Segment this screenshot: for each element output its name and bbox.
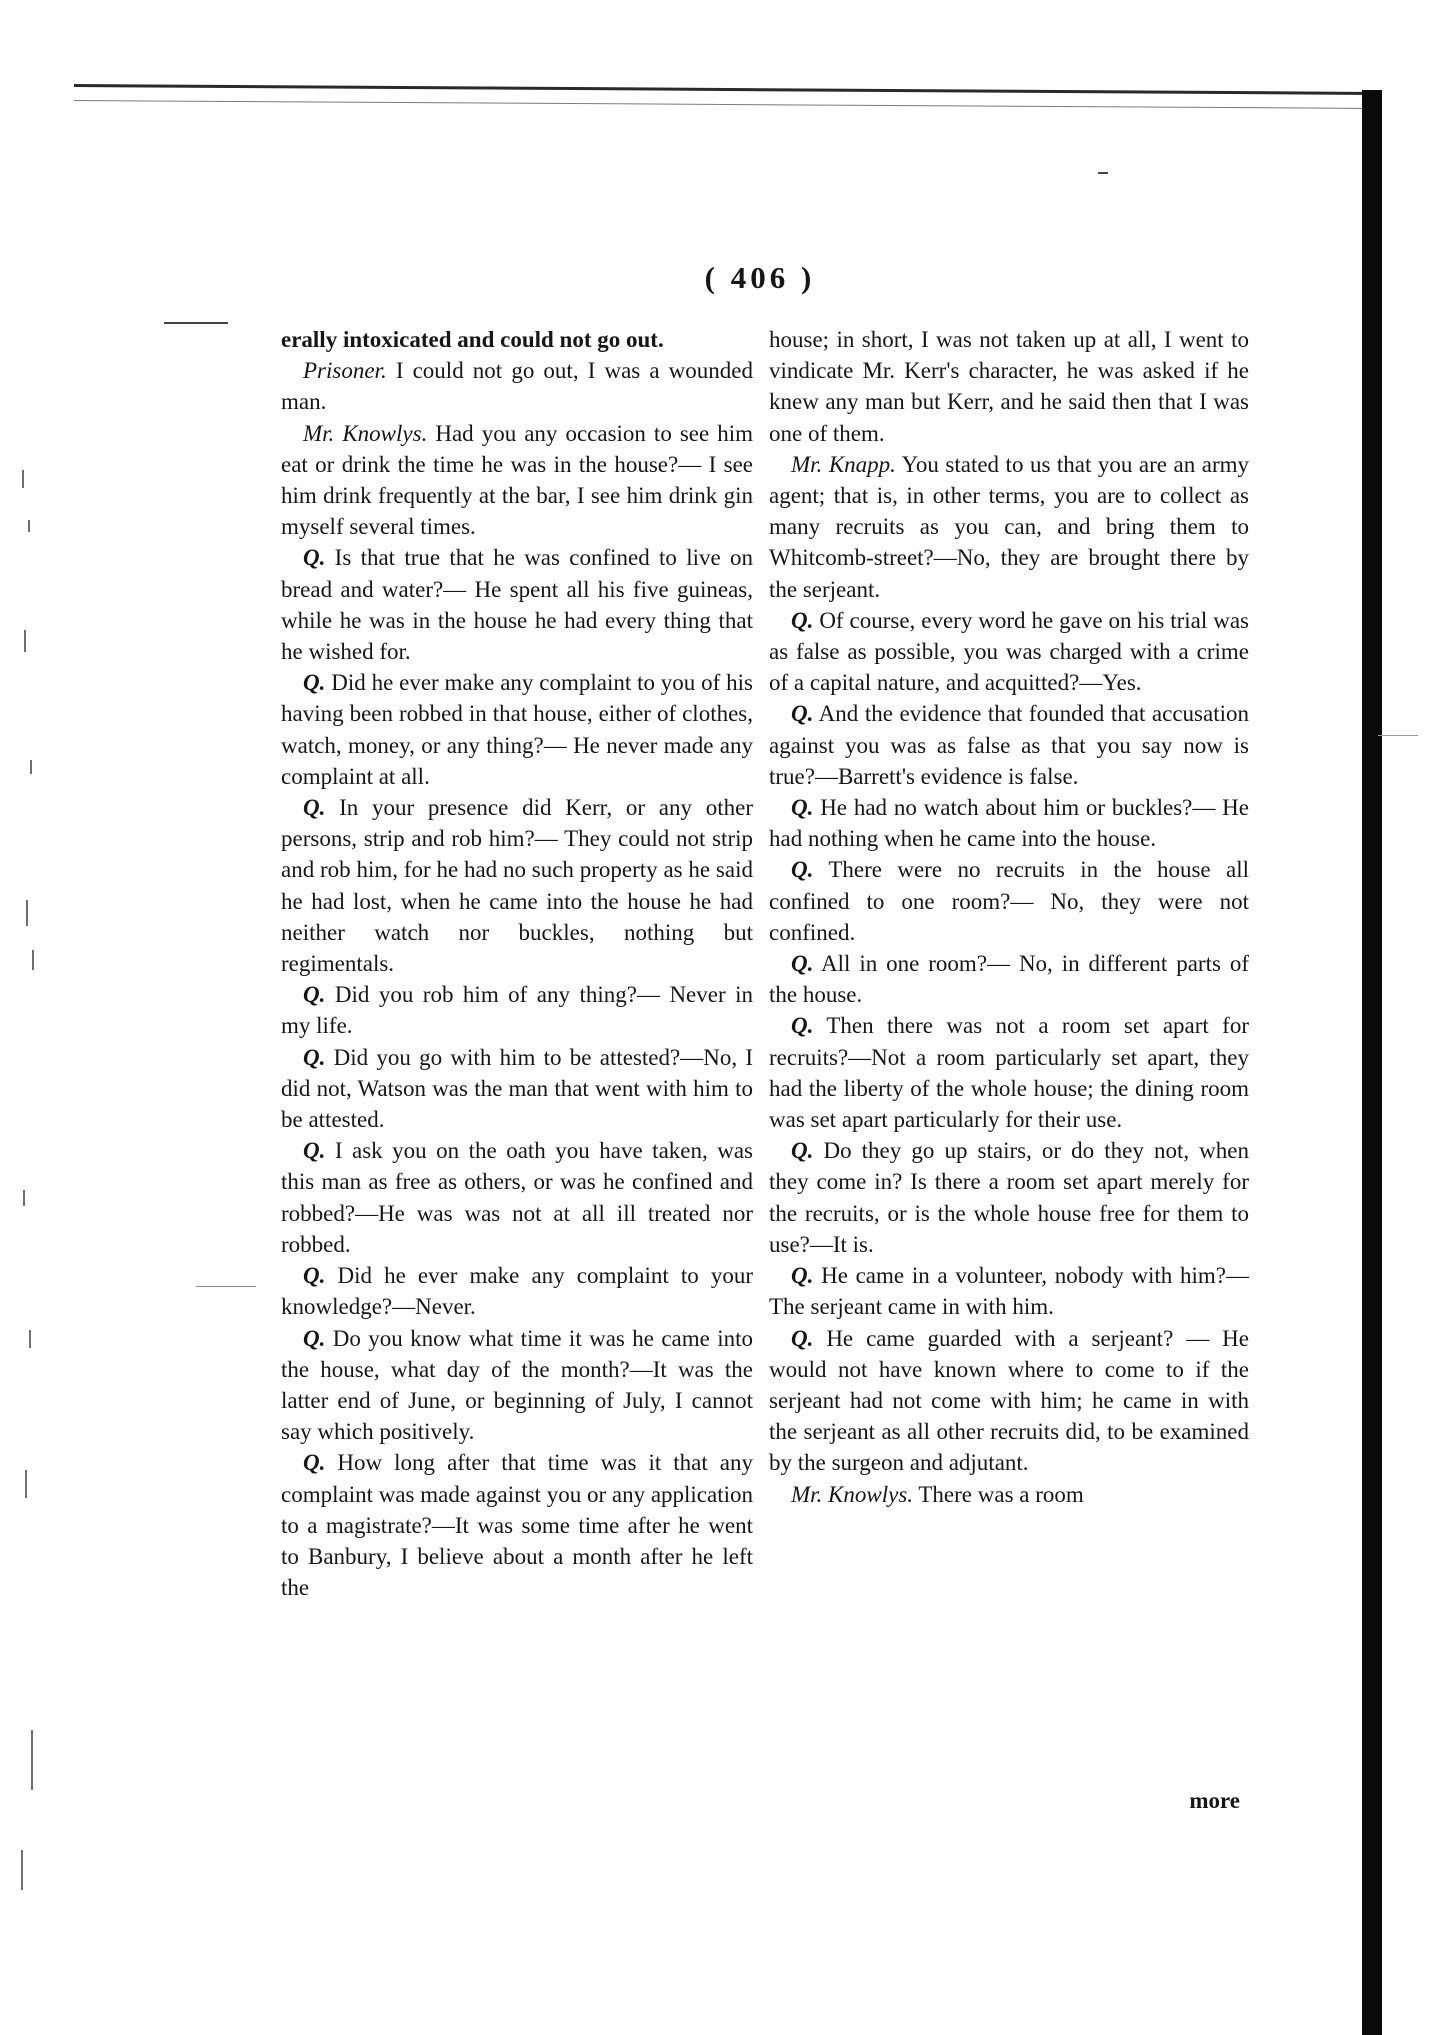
paragraph-text: I ask you on the oath you have taken, was this man as free as others, or was he confined and robbed?—He was was not at all ill treated nor robbed.: [281, 1138, 753, 1257]
paragraph: [281, 355, 753, 417]
paragraph-text: Of course, every word he gave on his trial was as false as possible, you was charged with a crime of a capital nature, and acquitted?—Yes.: [769, 607, 1249, 696]
paragraph: [769, 948, 1249, 1010]
speaker-name: Mr. Knowlys.: [303, 420, 428, 446]
paragraph-text: Is that true that he was confined to live on bread and water?— He spent all his five guineas, while he was in the house he had every thing that he wished for.: [281, 545, 753, 665]
paragraph-text: All in one room?— No, in different parts of the house.: [769, 951, 1249, 1008]
stray-mark: [196, 1286, 256, 1287]
paragraph-text: He came in a volunteer, nobody with him?—The serjeant came in with him.: [769, 1263, 1249, 1320]
paragraph: [769, 1135, 1249, 1260]
question-marker: Q.: [303, 795, 326, 821]
left-text-column: [281, 324, 753, 1603]
paragraph: [281, 542, 753, 667]
question-marker: Q.: [791, 951, 814, 977]
paragraph: [769, 449, 1249, 605]
binding-edge-shadow: [1362, 90, 1382, 2035]
paragraph: [769, 854, 1249, 948]
paragraph: [281, 1323, 753, 1448]
paragraph: [769, 605, 1249, 699]
paragraph-text: How long after that time was it that any complaint was made against you or any application to a magistrate?—It was some time after he went to Banbury, I believe about a month after he left the: [281, 1450, 754, 1601]
question-marker: Q.: [303, 1263, 326, 1289]
paragraph-text: And the evidence that founded that accusation against you was as false as that you say now is true?—Barrett's evidence is false.: [769, 701, 1249, 789]
paragraph-text: He had no watch about him or buckles?— He had nothing when he came into the house.: [769, 795, 1249, 852]
top-border-line: [74, 84, 1374, 95]
question-marker: Q.: [303, 670, 326, 696]
question-marker: Q.: [791, 607, 814, 633]
speaker-name: Mr. Knapp.: [791, 451, 896, 477]
paragraph-text: erally intoxicated and could not go out.: [281, 327, 664, 352]
catchword: more: [1189, 1788, 1240, 1813]
question-marker: Q.: [303, 1044, 326, 1070]
paragraph: [769, 698, 1249, 792]
paragraph: [769, 1479, 1249, 1510]
stray-mark: [164, 322, 228, 324]
question-marker: Q.: [303, 982, 326, 1008]
paragraph: [281, 324, 753, 355]
paragraph-text: Did he ever make any complaint to your knowledge?—Never.: [281, 1263, 753, 1320]
question-marker: Q.: [303, 1138, 326, 1164]
paragraph-text: Then there was not a room set apart for recruits?—Not a room particularly set apart, they had the liberty of the whole house; the dining room was set apart particularly for their use.: [769, 1013, 1249, 1133]
paragraph-text: I could not go out, I was a wounded man.: [281, 358, 753, 415]
top-border-line-faint: [74, 100, 1374, 109]
paragraph: [281, 792, 753, 979]
paragraph-text: There was a room: [913, 1481, 1084, 1507]
question-marker: Q.: [303, 1325, 326, 1351]
paragraph-text: Did he ever make any complaint to you of his having been robbed in that house, either of clothes, watch, money, or any thing?— He never made any complaint at all.: [281, 670, 753, 789]
question-marker: Q.: [791, 1013, 814, 1039]
paragraph-text: Did you rob him of any thing?— Never in my life.: [281, 982, 753, 1039]
question-marker: Q.: [791, 701, 814, 727]
paragraph-text: He came guarded with a serjeant? — He would not have known where to come to if the serjeant had not come with him; he came in with the serjeant as all other recruits did, to be examined by the surgeon and adjutant.: [769, 1325, 1249, 1476]
paragraph: [281, 1042, 753, 1136]
paragraph-text: house; in short, I was not taken up at all, I went to vindicate Mr. Kerr's character, he was asked if he knew any man but Kerr, and he said then that I was one of them.: [769, 327, 1249, 446]
stray-mark: [1098, 172, 1108, 174]
paragraph: [769, 792, 1249, 854]
paragraph: [769, 1010, 1249, 1135]
stray-mark: [1378, 735, 1418, 736]
paragraph-text: Do you know what time it was he came into the house, what day of the month?—It was the latter end of June, or beginning of July, I cannot say which positively.: [281, 1325, 753, 1445]
paragraph: [769, 1323, 1249, 1479]
paragraph: [281, 667, 753, 792]
paragraph: [769, 324, 1249, 449]
paragraph: [281, 1135, 753, 1260]
paragraph: [769, 1260, 1249, 1322]
margin-scan-marks: [18, 430, 48, 2010]
question-marker: Q.: [303, 545, 326, 571]
speaker-name: Mr. Knowlys.: [791, 1481, 914, 1507]
paragraph-text: Do they go up stairs, or do they not, when they come in? Is there a room set apart merely for the recruits, or is the whole house free for them to use?—It is.: [769, 1138, 1249, 1257]
paragraph: [281, 979, 753, 1041]
paragraph-text: There were no recruits in the house all confined to one room?— No, they were not confined.: [769, 857, 1249, 945]
question-marker: Q.: [791, 857, 814, 883]
paragraph-text: In your presence did Kerr, or any other persons, strip and rob him?— They could not strip and rob him, for he had no such property as he said he had lost, when he came into the house he had neither watch nor buckles, nothing but regimentals.: [281, 795, 753, 977]
paragraph-text: Did you go with him to be attested?—No, I did not, Watson was the man that went with him to be attested.: [281, 1044, 753, 1133]
speaker-name: Prisoner.: [303, 358, 387, 384]
question-marker: Q.: [303, 1450, 326, 1476]
question-marker: Q.: [791, 1138, 814, 1164]
paragraph-text: You stated to us that you are an army agent; that is, in other terms, you are to collect as many recruits as you can, and bring them to Whitcomb-street?—No, they are brought there by the serjeant.: [769, 451, 1249, 602]
right-text-column: [769, 324, 1249, 1510]
paragraph: [281, 1260, 753, 1322]
paragraph: [281, 418, 753, 543]
paragraph-text: Had you any occasion to see him eat or drink the time he was in the house?— I see him drink frequently at the bar, I see him drink gin myself several times.: [281, 420, 754, 540]
paragraph: [281, 1447, 753, 1603]
question-marker: Q.: [791, 795, 814, 821]
page-number: ( 406 ): [704, 260, 816, 295]
question-marker: Q.: [791, 1325, 814, 1351]
question-marker: Q.: [791, 1263, 814, 1289]
